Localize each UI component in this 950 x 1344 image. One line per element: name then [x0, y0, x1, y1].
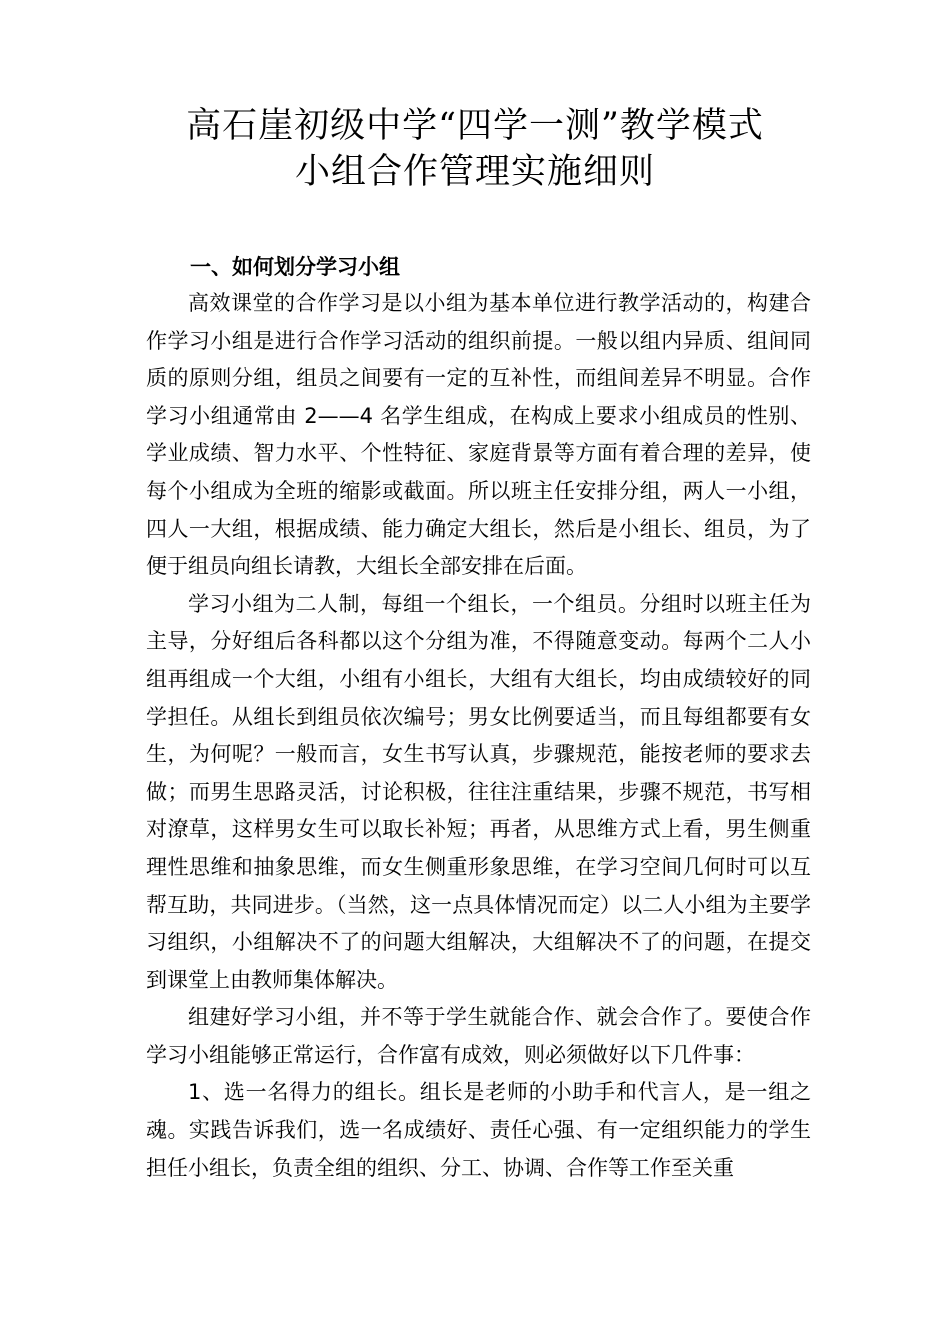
paragraph: 高效课堂的合作学习是以小组为基本单位进行教学活动的，构建合作学习小组是进行合作学习活动的组织前提。一般以组内异质、组间同质的原则分组，组员之间要有一定的互补性，而组间差异不明显。合作学习小组通常由 2——4 名学生组成，在构成上要求小组成员的性别、学业成绩、智力水平、个性特征、家庭背景等方面有着合理的差异，使每个小组成为全班的缩影或截面。所以班主任安排分组，两人一小组，四人一大组，根据成绩、能力确定大组长，然后是小组长、组员，为了便于组员向组长请教，大组长全部安排在后面。 — [146, 291, 811, 579]
paragraph: 学习小组为二人制，每组一个组长，一个组员。分组时以班主任为主导，分好组后各科都以这个分组为准，不得随意变动。每两个二人小组再组成一个大组，小组有小组长，大组有大组长，均由成绩较好的同学担任。从组长到组员依次编号；男女比例要适当，而且每组都要有女生，为何呢？一般而言，女生书写认真，步骤规范，能按老师的要求去做；而男生思路灵活，讨论积极，往往注重结果，步骤不规范，书写相对潦草，这样男女生可以取长补短；再者，从思维方式上看，男生侧重理性思维和抽象思维，而女生侧重形象思维，在学习空间几何时可以互帮互助，共同进步。（当然，这一点具体情况而定）以二人小组为主要学习组织，小组解决不了的问题大组解决，大组解决不了的问题，在提交到课堂上由教师集体解决。 — [146, 591, 811, 992]
document-title-line-1: 高石崖初级中学“四学一测”教学模式 — [186, 106, 764, 146]
paragraph: 1、选一名得力的组长。组长是老师的小助手和代言人，是一组之魂。实践告诉我们，选一名成绩好、责任心强、有一定组织能力的学生担任小组长，负责全组的组织、分工、协调、合作等工作至关重 — [146, 1080, 811, 1180]
section-heading: 一、如何划分学习小组 — [190, 255, 400, 279]
body-text — [146, 285, 811, 1187]
paragraph: 组建好学习小组，并不等于学生就能合作、就会合作了。要使合作学习小组能够正常运行，合作富有成效，则必须做好以下几件事： — [146, 1005, 811, 1067]
document-title-line-2: 小组合作管理实施细则 — [294, 152, 655, 192]
